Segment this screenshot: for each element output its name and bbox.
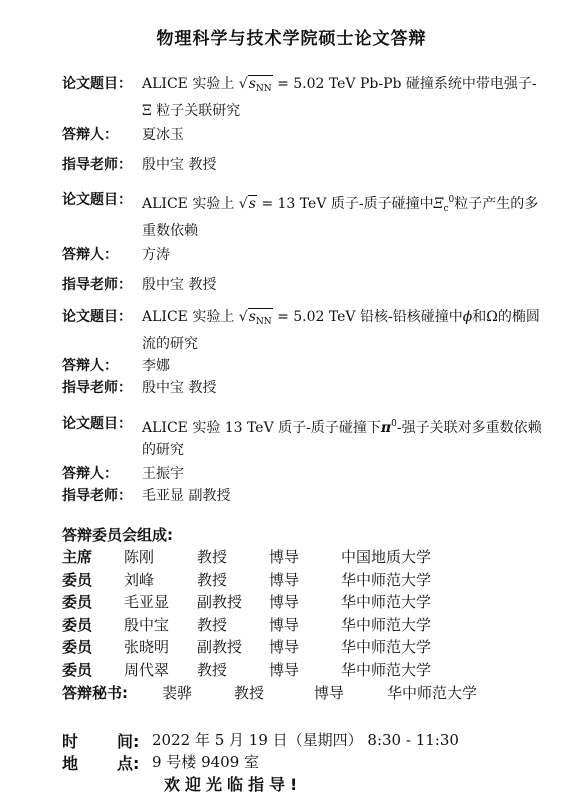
thesis-label: 论文题目：: [62, 192, 132, 208]
member-advisor-type: 博导: [269, 615, 300, 634]
defender-name: 李娜: [142, 358, 170, 374]
member-title: 副教授: [197, 593, 243, 611]
thesis-label: 论文题目：: [62, 416, 132, 432]
member-advisor-type: 博导: [269, 548, 300, 566]
secretary-row: [62, 682, 542, 704]
thesis-title-row: [62, 306, 542, 355]
member-advisor-type: 博导: [269, 593, 300, 611]
thesis-block-2: [62, 189, 542, 296]
thesis-label: 论文题目：: [62, 76, 132, 92]
time-label-char2: 间:: [117, 732, 140, 751]
thesis-title-row: [62, 73, 542, 122]
secretary-advisor-type: 博导: [314, 684, 345, 702]
member-role: 委员: [62, 570, 93, 589]
defender-label: 答辩人：: [62, 247, 118, 263]
member-advisor-type: 博导: [269, 660, 300, 679]
defender-label: 答辩人：: [62, 466, 118, 482]
advisor-name: 毛亚显 副教授: [142, 488, 231, 504]
defender-row: [62, 355, 542, 377]
member-name: 周代翠: [124, 660, 170, 679]
member-title: 教授: [197, 570, 228, 589]
defender-name: 方涛: [142, 247, 170, 263]
thesis-label: 论文题目：: [62, 309, 132, 325]
member-name: 毛亚显: [124, 593, 170, 611]
defender-name: 王振宇: [142, 466, 184, 482]
secretary-name: 裴骅: [162, 684, 193, 702]
member-org: 华中师范大学: [341, 660, 432, 679]
sqrt-symbol: √s: [238, 196, 256, 212]
advisor-label: 指导老师：: [62, 277, 132, 293]
secretary-org: 华中师范大学: [387, 684, 478, 702]
member-title: 教授: [197, 615, 228, 634]
member-org: 华中师范大学: [341, 593, 432, 611]
time-row: [62, 729, 542, 751]
advisor-name: 殷中宝 教授: [142, 277, 217, 293]
advisor-label: 指导老师：: [62, 488, 132, 504]
place-row: [62, 751, 542, 773]
page-title: 物理科学与技术学院硕士论文答辩: [156, 29, 427, 49]
advisor-label: 指导老师：: [62, 157, 132, 173]
advisor-row: [62, 485, 542, 507]
place-label-char1: 地: [62, 754, 79, 773]
member-role: 委员: [62, 638, 93, 656]
member-name: 张晓明: [124, 638, 170, 656]
thesis-title: ALICE 实验上 $√s_{NN} = 5.02$ TeV Pb-Pb 碰撞系统中带电强子- Ξ 粒子关联研究: [142, 76, 537, 119]
member-title: 教授: [197, 660, 228, 679]
member-role: 委员: [62, 615, 93, 634]
member-role: 委员: [62, 593, 93, 611]
time-label-char1: 时: [62, 732, 79, 751]
member-name: 殷中宝: [124, 615, 170, 634]
thesis-title: ALICE 实验 13 TeV 质子-质子碰撞下$\pi^0-$强子关联对多重数依赖的研究: [142, 419, 542, 458]
defender-name: 夏冰玉: [142, 127, 184, 143]
thesis-block-3: [62, 306, 542, 399]
committee-heading: 答辩委员会组成:: [62, 526, 173, 544]
member-name: 陈刚: [124, 548, 155, 566]
member-title: 教授: [197, 548, 228, 566]
sqrt-symbol: $√s_{NN}$: [238, 76, 272, 94]
member-org: 中国地质大学: [341, 548, 432, 566]
place-label-char2: 点:: [117, 754, 140, 773]
defender-row: [62, 244, 542, 266]
thesis-block-4: [62, 413, 542, 507]
welcome-text: 欢迎光临指导!: [164, 775, 303, 794]
advisor-label: 指导老师：: [62, 380, 132, 396]
time-value: 2022 年 5 月 19 日（星期四） 8:30 - 11:30: [152, 731, 459, 749]
advisor-row: [62, 154, 542, 176]
defender-label: 答辩人：: [62, 127, 118, 143]
member-name: 刘峰: [124, 570, 155, 589]
thesis-block-1: [62, 73, 542, 176]
member-role: 委员: [62, 660, 93, 679]
defender-row: [62, 463, 542, 485]
advisor-name: 殷中宝 教授: [142, 157, 217, 173]
member-title: 副教授: [197, 638, 243, 656]
thesis-title-row: [62, 413, 542, 461]
member-org: 华中师范大学: [341, 615, 432, 634]
advisor-row: [62, 274, 542, 296]
member-org: 华中师范大学: [341, 570, 432, 589]
thesis-title-row: [62, 189, 542, 242]
place-value: 9 号楼 9409 室: [152, 753, 260, 771]
sqrt-symbol: $√s_{NN}$: [238, 309, 272, 327]
member-advisor-type: 博导: [269, 638, 300, 656]
defender-row: [62, 124, 542, 146]
thesis-title: ALICE 实验上 $√s_{NN} = 5.02$ TeV 铅核-铅核碰撞中ϕ和Ω的椭圆流的研究: [142, 309, 540, 352]
advisor-name: 殷中宝 教授: [142, 380, 217, 396]
member-advisor-type: 博导: [269, 570, 300, 589]
secretary-role: 答辩秘书:: [62, 684, 128, 702]
defender-label: 答辩人：: [62, 358, 118, 374]
member-role: 主席: [62, 548, 93, 566]
secretary-title: 教授: [234, 684, 265, 702]
advisor-row: [62, 377, 542, 399]
thesis-title: ALICE 实验上 √s = 13 TeV 质子-质子碰撞中$\Xi_c^0$粒子产生的多重数依赖: [142, 195, 539, 239]
member-org: 华中师范大学: [341, 638, 432, 656]
